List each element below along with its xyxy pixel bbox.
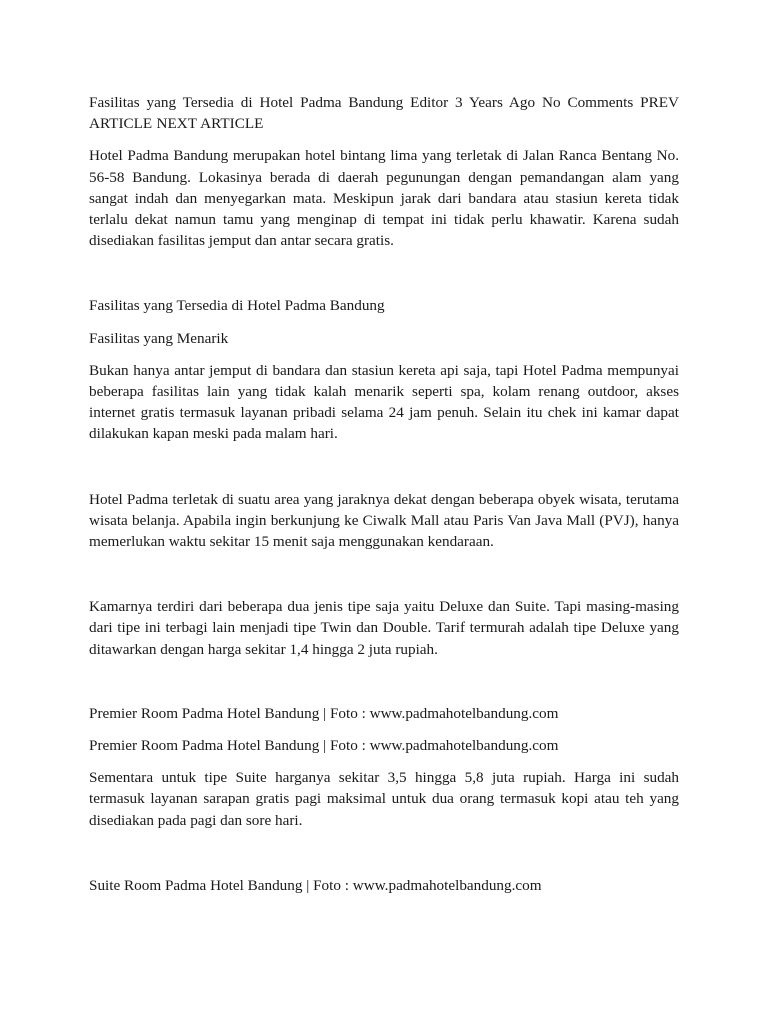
intro-paragraph: Hotel Padma Bandung merupakan hotel bintang lima yang terletak di Jalan Ranca Bentang No. 56-58 Bandung. Lokasinya berada di daerah pegunungan dengan pemandangan alam yang sangat indah dan menyegarkan mata. Meskipun jarak dari bandara atau stasiun kereta tidak terlalu dekat namun tamu yang menginap di tempat ini tidak perlu khawatir. Karena sudah disediakan fasilitas jemput dan antar secara gratis. [89, 147, 679, 250]
facilities-paragraph: Bukan hanya antar jemput di bandara dan stasiun kereta api saja, tapi Hotel Padma mempunyai beberapa fasilitas lain yang tidak kalah menarik seperti spa, kolam renang outdoor, akses internet gratis termasuk layanan pribadi selama 24 jam penuh. Selain itu chek ini kamar dapat dilakukan kapan meski pada malam hari. [89, 361, 679, 443]
suite-paragraph: Sementara untuk tipe Suite harganya sekitar 3,5 hingga 5,8 juta rupiah. Harga ini sudah termasuk layanan sarapan gratis pagi maksimal untuk dua orang termasuk kopi atau teh yang disediakan pada pagi dan sore hari. [89, 769, 679, 829]
photo-caption-suite: Suite Room Padma Hotel Bandung | Foto : www.padmahotelbandung.com [89, 876, 542, 894]
blank-line [89, 456, 679, 489]
subsection-heading: Fasilitas yang Menarik [89, 329, 229, 347]
document-page [89, 92, 679, 907]
blank-line [89, 563, 679, 596]
article-header-line: Fasilitas yang Tersedia di Hotel Padma Bandung Editor 3 Years Ago No Comments PREV ARTICLE NEXT ARTICLE [89, 94, 679, 133]
blank-line [89, 262, 679, 295]
location-paragraph: Hotel Padma terletak di suatu area yang jaraknya dekat dengan beberapa obyek wisata, terutama wisata belanja. Apabila ingin berkunjung ke Ciwalk Mall atau Paris Van Java Mall (PVJ), hanya memerlukan waktu sekitar 15 menit saja menggunakan kendaraan. [89, 490, 679, 551]
rooms-paragraph: Kamarnya terdiri dari beberapa dua jenis tipe saja yaitu Deluxe dan Suite. Tapi masing-masing dari tipe ini terbagi lain menjadi tipe Twin dan Double. Tarif termurah adalah tipe Deluxe yang ditawarkan dengan harga sekitar 1,4 hingga 2 juta rupiah. [89, 598, 679, 658]
photo-caption-premier: Premier Room Padma Hotel Bandung | Foto : www.padmahotelbandung.com [89, 737, 559, 755]
photo-caption-premier: Premier Room Padma Hotel Bandung | Foto : www.padmahotelbandung.com [89, 704, 559, 722]
blank-line [89, 842, 679, 875]
blank-line [89, 671, 679, 703]
section-heading: Fasilitas yang Tersedia di Hotel Padma Bandung [89, 297, 385, 315]
